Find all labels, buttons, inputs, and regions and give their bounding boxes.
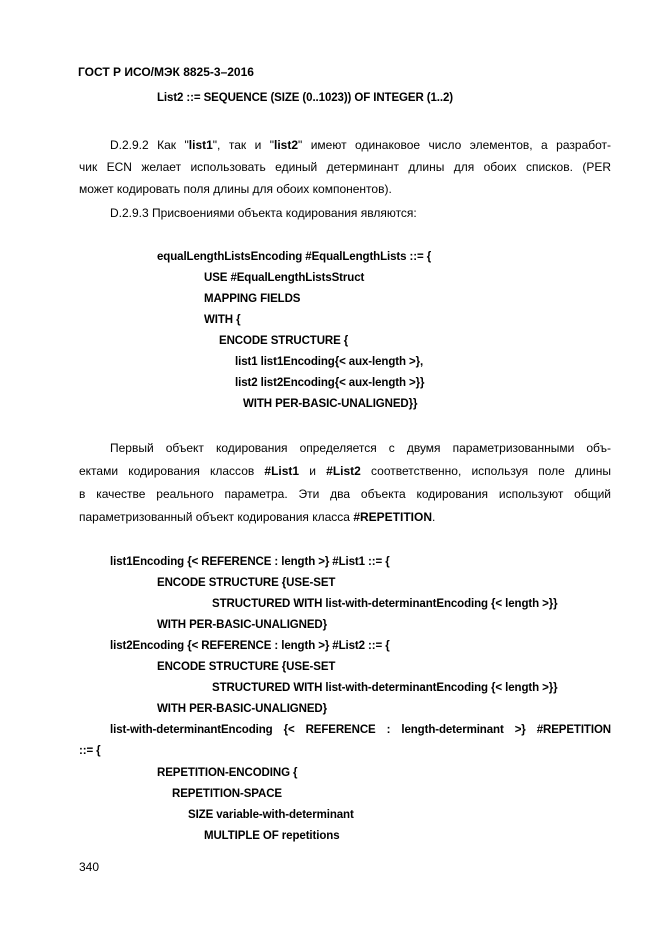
paragraph-d292-line2: чик ECN желает использовать единый детерминант длины для обоих списков. (PER bbox=[79, 160, 611, 174]
code2-line: ENCODE STRUCTURE {USE-SET bbox=[157, 661, 336, 673]
code2-line: SIZE variable-with-determinant bbox=[188, 809, 354, 821]
code1-line: ENCODE STRUCTURE { bbox=[219, 335, 349, 347]
code2-line: ::= { bbox=[79, 745, 101, 757]
code1-line: list1 list1Encoding{< aux-length >}, bbox=[235, 356, 424, 368]
code2-line: STRUCTURED WITH list-with-determinantEncoding {< length >}} bbox=[212, 598, 558, 610]
code2-line: ENCODE STRUCTURE {USE-SET bbox=[157, 577, 336, 589]
code2-line: REPETITION-SPACE bbox=[172, 788, 283, 800]
code-line-list2: List2 ::= SEQUENCE (SIZE (0..1023)) OF INTEGER (1..2) bbox=[157, 92, 453, 104]
paragraph-d293: D.2.9.3 Присвоениями объекта кодирования являются: bbox=[110, 206, 417, 220]
paragraph-3-line4: параметризованный объект кодирования класса #REPETITION. bbox=[79, 510, 436, 524]
page-number: 340 bbox=[79, 860, 100, 874]
paragraph-d292-line1: D.2.9.2 Как "list1", так и "list2" имеют одинаковое число элементов, а разработ- bbox=[110, 138, 612, 152]
code2-line: MULTIPLE OF repetitions bbox=[204, 830, 340, 842]
code2-line: REPETITION-ENCODING { bbox=[157, 767, 298, 779]
code1-line: WITH { bbox=[204, 314, 241, 326]
code2-line: list2Encoding {< REFERENCE : length >} #List2 ::= { bbox=[110, 640, 390, 652]
code1-line: list2 list2Encoding{< aux-length >}} bbox=[235, 377, 425, 389]
paragraph-3-line2: ектами кодирования классов #List1 и #List2 соответственно, используя поле длины bbox=[79, 464, 611, 478]
code2-line: WITH PER-BASIC-UNALIGNED} bbox=[157, 703, 327, 715]
code2-line: list-with-determinantEncoding {< REFERENCE : length-determinant >} #REPETITION bbox=[110, 724, 611, 736]
code1-line: WITH PER-BASIC-UNALIGNED}} bbox=[243, 398, 418, 410]
document-header: ГОСТ Р ИСО/МЭК 8825-3–2016 bbox=[78, 65, 254, 79]
code1-line: MAPPING FIELDS bbox=[204, 293, 301, 305]
paragraph-d292-line3: может кодировать поля длины для обоих компонентов). bbox=[79, 182, 392, 196]
paragraph-3-line1: Первый объект кодирования определяется с двумя параметризованными объ- bbox=[110, 441, 611, 455]
code2-line: WITH PER-BASIC-UNALIGNED} bbox=[157, 619, 327, 631]
code1-line: equalLengthListsEncoding #EqualLengthLists ::= { bbox=[157, 251, 432, 263]
code2-line: STRUCTURED WITH list-with-determinantEncoding {< length >}} bbox=[212, 682, 558, 694]
code1-line: USE #EqualLengthListsStruct bbox=[204, 272, 365, 284]
code2-line: list1Encoding {< REFERENCE : length >} #List1 ::= { bbox=[110, 556, 390, 568]
paragraph-3-line3: в качестве реального параметра. Эти два объекта кодирования используют общий bbox=[79, 487, 611, 501]
